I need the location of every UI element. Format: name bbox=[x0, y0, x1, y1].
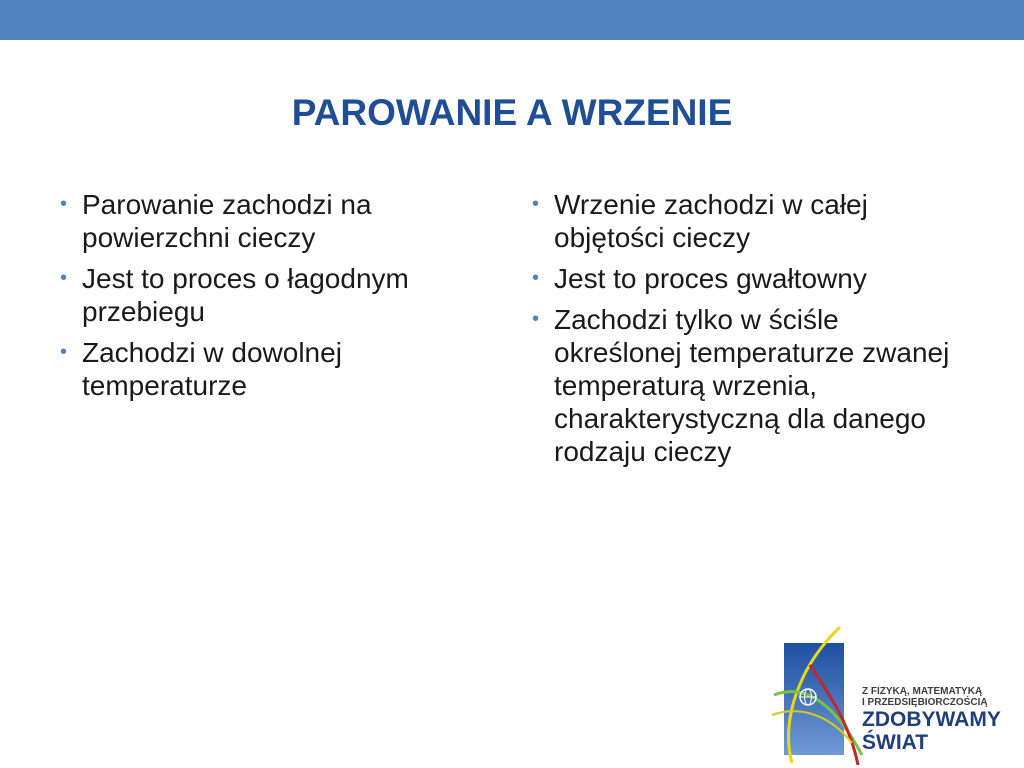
right-bullet-list bbox=[530, 188, 950, 476]
bullet-item bbox=[530, 303, 950, 468]
bullet-text: Jest to proces gwałtowny bbox=[554, 263, 867, 294]
bullet-text: Wrzenie zachodzi w całej objętości cieczy bbox=[554, 189, 868, 253]
bullet-text: Jest to proces o łagodnym przebiegu bbox=[82, 263, 409, 327]
bullet-dot-icon: • bbox=[60, 193, 68, 215]
bullet-item bbox=[58, 188, 508, 254]
logo-title-1: ZDOBYWAMY bbox=[862, 708, 1001, 731]
top-accent-bar bbox=[0, 0, 1024, 40]
logo-text-block bbox=[862, 686, 1024, 754]
bullet-text: Parowanie zachodzi na powierzchni cieczy bbox=[82, 189, 372, 253]
bullet-dot-icon: • bbox=[532, 193, 540, 215]
logo-tagline-1: Z FIZYKĄ, MATEMATYKĄ bbox=[862, 686, 983, 697]
bullet-item bbox=[58, 336, 508, 402]
logo-title-2: ŚWIAT bbox=[862, 731, 929, 754]
bullet-item bbox=[58, 262, 508, 328]
bullet-dot-icon: • bbox=[532, 267, 540, 289]
bullet-item bbox=[530, 262, 950, 295]
bullet-item bbox=[530, 188, 950, 254]
left-bullet-list bbox=[58, 188, 508, 410]
slide-title: PAROWANIE A WRZENIE bbox=[291, 92, 733, 133]
bullet-text: Zachodzi w dowolnej temperaturze bbox=[82, 337, 342, 401]
bullet-text: Zachodzi tylko w ściśle określonej temperaturze zwanej temperaturą wrzenia, charakterystyczną dla danego rodzaju cieczy bbox=[554, 304, 950, 467]
bullet-dot-icon: • bbox=[60, 267, 68, 289]
logo-tagline-2: I PRZEDSIĘBIORCZOŚCIĄ bbox=[862, 697, 988, 708]
bullet-dot-icon: • bbox=[532, 308, 540, 330]
bullet-dot-icon: • bbox=[60, 341, 68, 363]
